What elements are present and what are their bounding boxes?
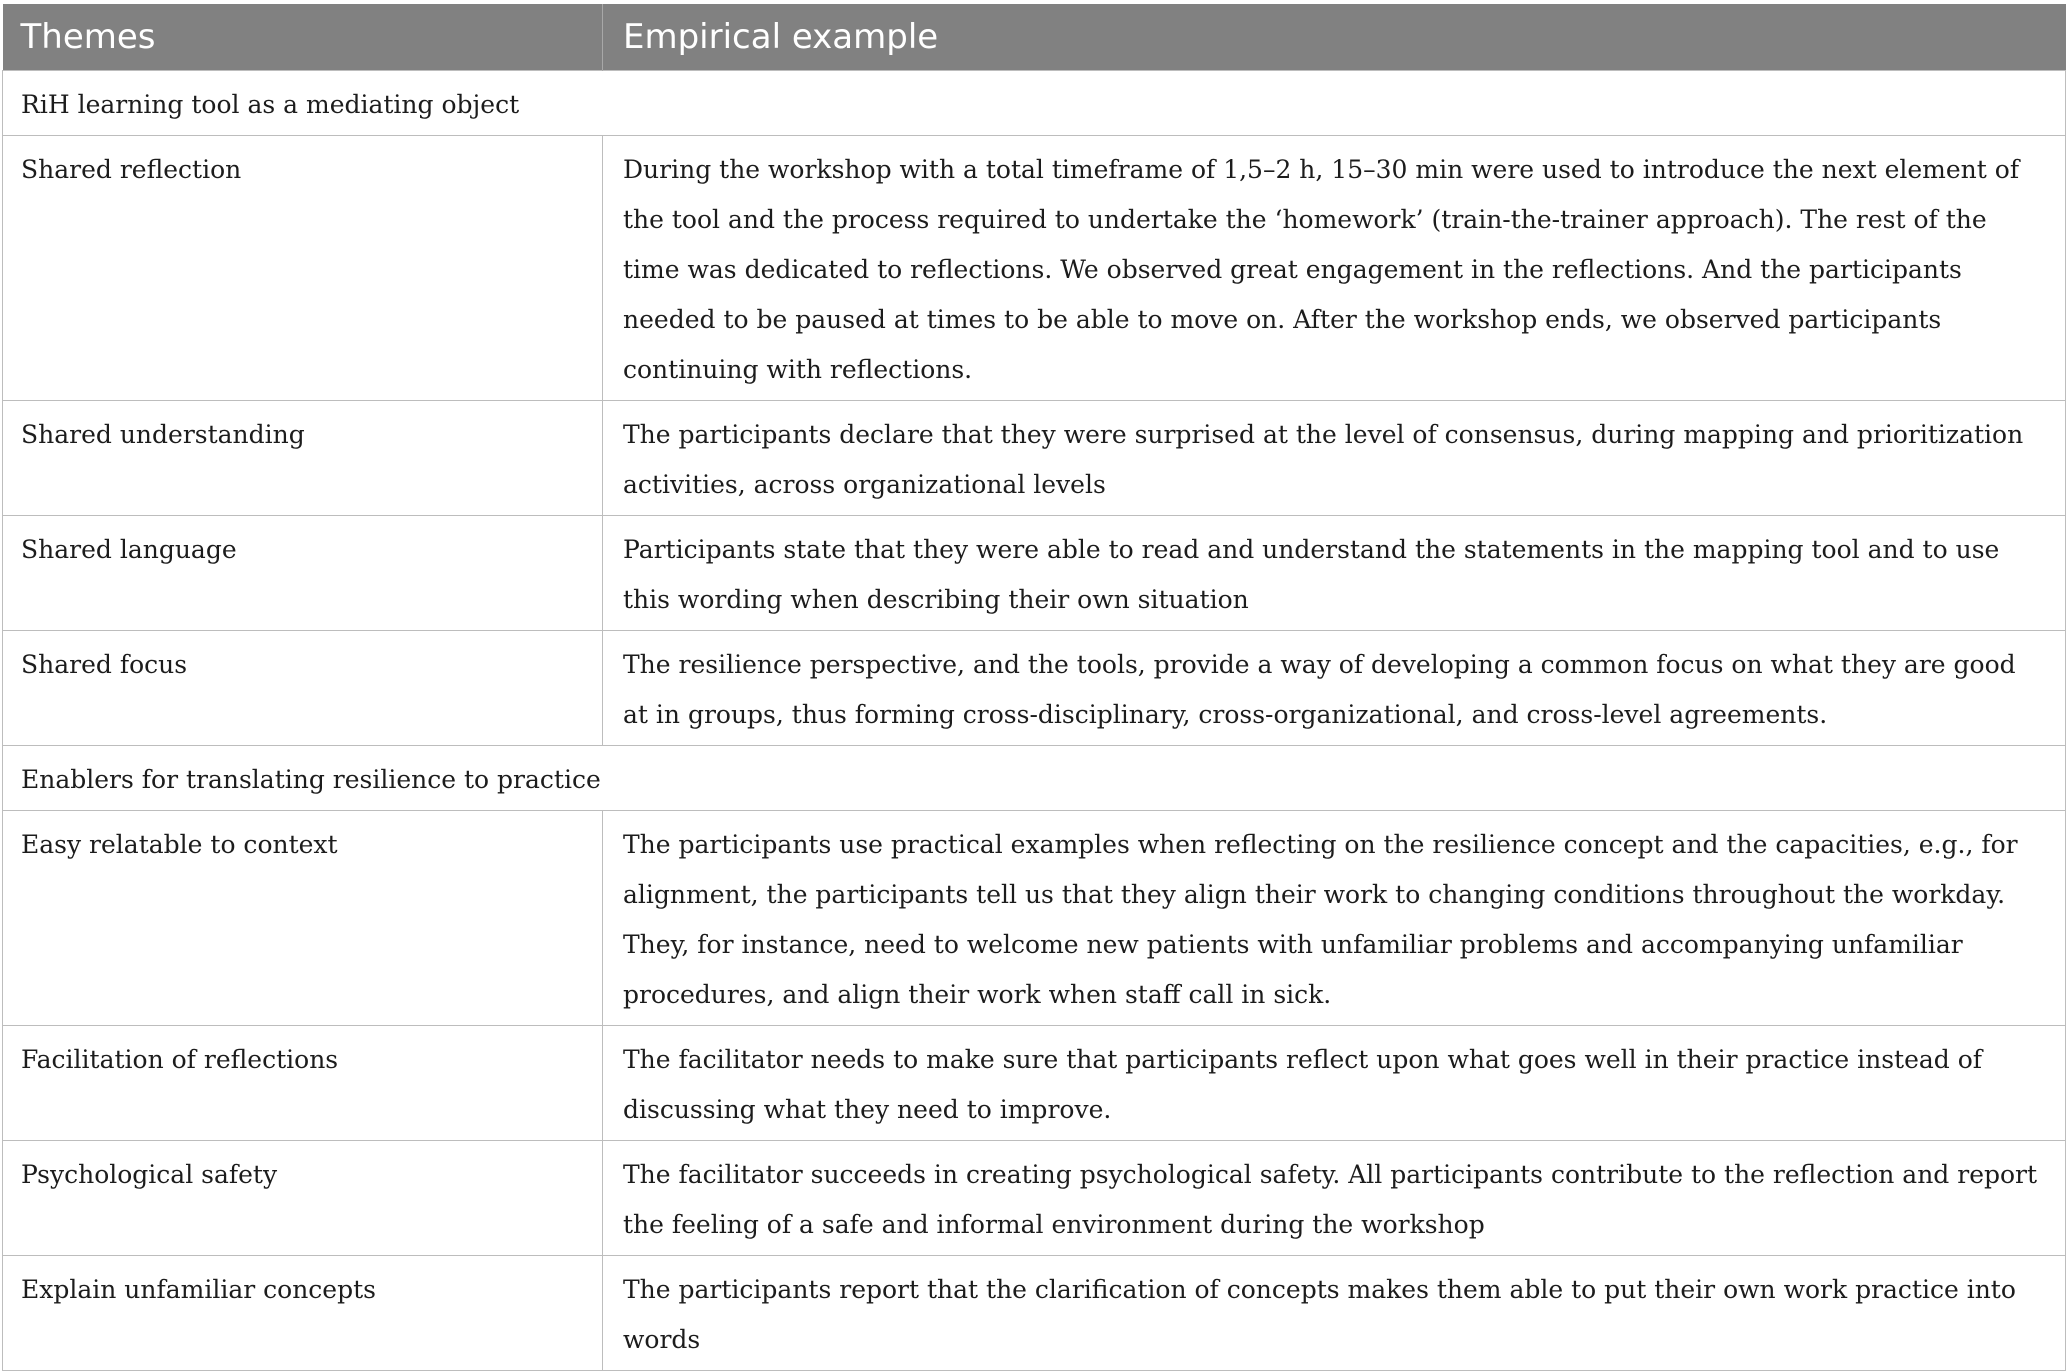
table-row (3, 1256, 2066, 1371)
theme-cell: Explain unfamiliar concepts (3, 1256, 603, 1371)
theme-cell: Shared understanding (3, 401, 603, 516)
themes-table (2, 4, 2066, 1371)
example-cell: During the workshop with a total timeframe of 1,5–2 h, 15–30 min were used to introduce the next element of the tool and the process required to undertake the ‘homework’ (train-the-trainer approach). The rest of the time was dedicated to reflections. We observed great engagement in the reflections. And the participants needed to be paused at times to be able to move on. After the workshop ends, we observed participants continuing with reflections. (603, 136, 2066, 401)
theme-cell: Shared focus (3, 631, 603, 746)
example-cell: The facilitator succeeds in creating psychological safety. All participants contribute to the reflection and report the feeling of a safe and informal environment during the workshop (603, 1141, 2066, 1256)
table-row (3, 401, 2066, 516)
example-cell: The participants use practical examples when reflecting on the resilience concept and the capacities, e.g., for alignment, the participants tell us that they align their work to changing conditions throughout the workday. They, for instance, need to welcome new patients with unfamiliar problems and accompanying unfamiliar procedures, and align their work when staff call in sick. (603, 811, 2066, 1026)
table-row (3, 1026, 2066, 1141)
table-row (3, 811, 2066, 1026)
section-heading: Enablers for translating resilience to practice (3, 746, 2066, 811)
example-cell: Participants state that they were able to read and understand the statements in the mapping tool and to use this wording when describing their own situation (603, 516, 2066, 631)
example-cell: The facilitator needs to make sure that participants reflect upon what goes well in their practice instead of discussing what they need to improve. (603, 1026, 2066, 1141)
theme-cell: Easy relatable to context (3, 811, 603, 1026)
theme-cell: Facilitation of reflections (3, 1026, 603, 1141)
section-row (3, 71, 2066, 136)
theme-cell: Psychological safety (3, 1141, 603, 1256)
theme-cell: Shared reflection (3, 136, 603, 401)
example-cell: The participants report that the clarification of concepts makes them able to put their own work practice into words (603, 1256, 2066, 1371)
table-row (3, 516, 2066, 631)
theme-cell: Shared language (3, 516, 603, 631)
table-row (3, 1141, 2066, 1256)
header-empirical-example: Empirical example (603, 4, 2066, 71)
header-themes: Themes (3, 4, 603, 71)
themes-table-container (2, 4, 2065, 1371)
table-row (3, 136, 2066, 401)
table-body (3, 71, 2066, 1371)
section-row (3, 746, 2066, 811)
example-cell: The resilience perspective, and the tools, provide a way of developing a common focus on what they are good at in groups, thus forming cross-disciplinary, cross-organizational, and cross-level agreements. (603, 631, 2066, 746)
example-cell: The participants declare that they were surprised at the level of consensus, during mapping and prioritization activities, across organizational levels (603, 401, 2066, 516)
table-header (3, 4, 2066, 71)
section-heading: RiH learning tool as a mediating object (3, 71, 2066, 136)
header-row (3, 4, 2066, 71)
table-row (3, 631, 2066, 746)
